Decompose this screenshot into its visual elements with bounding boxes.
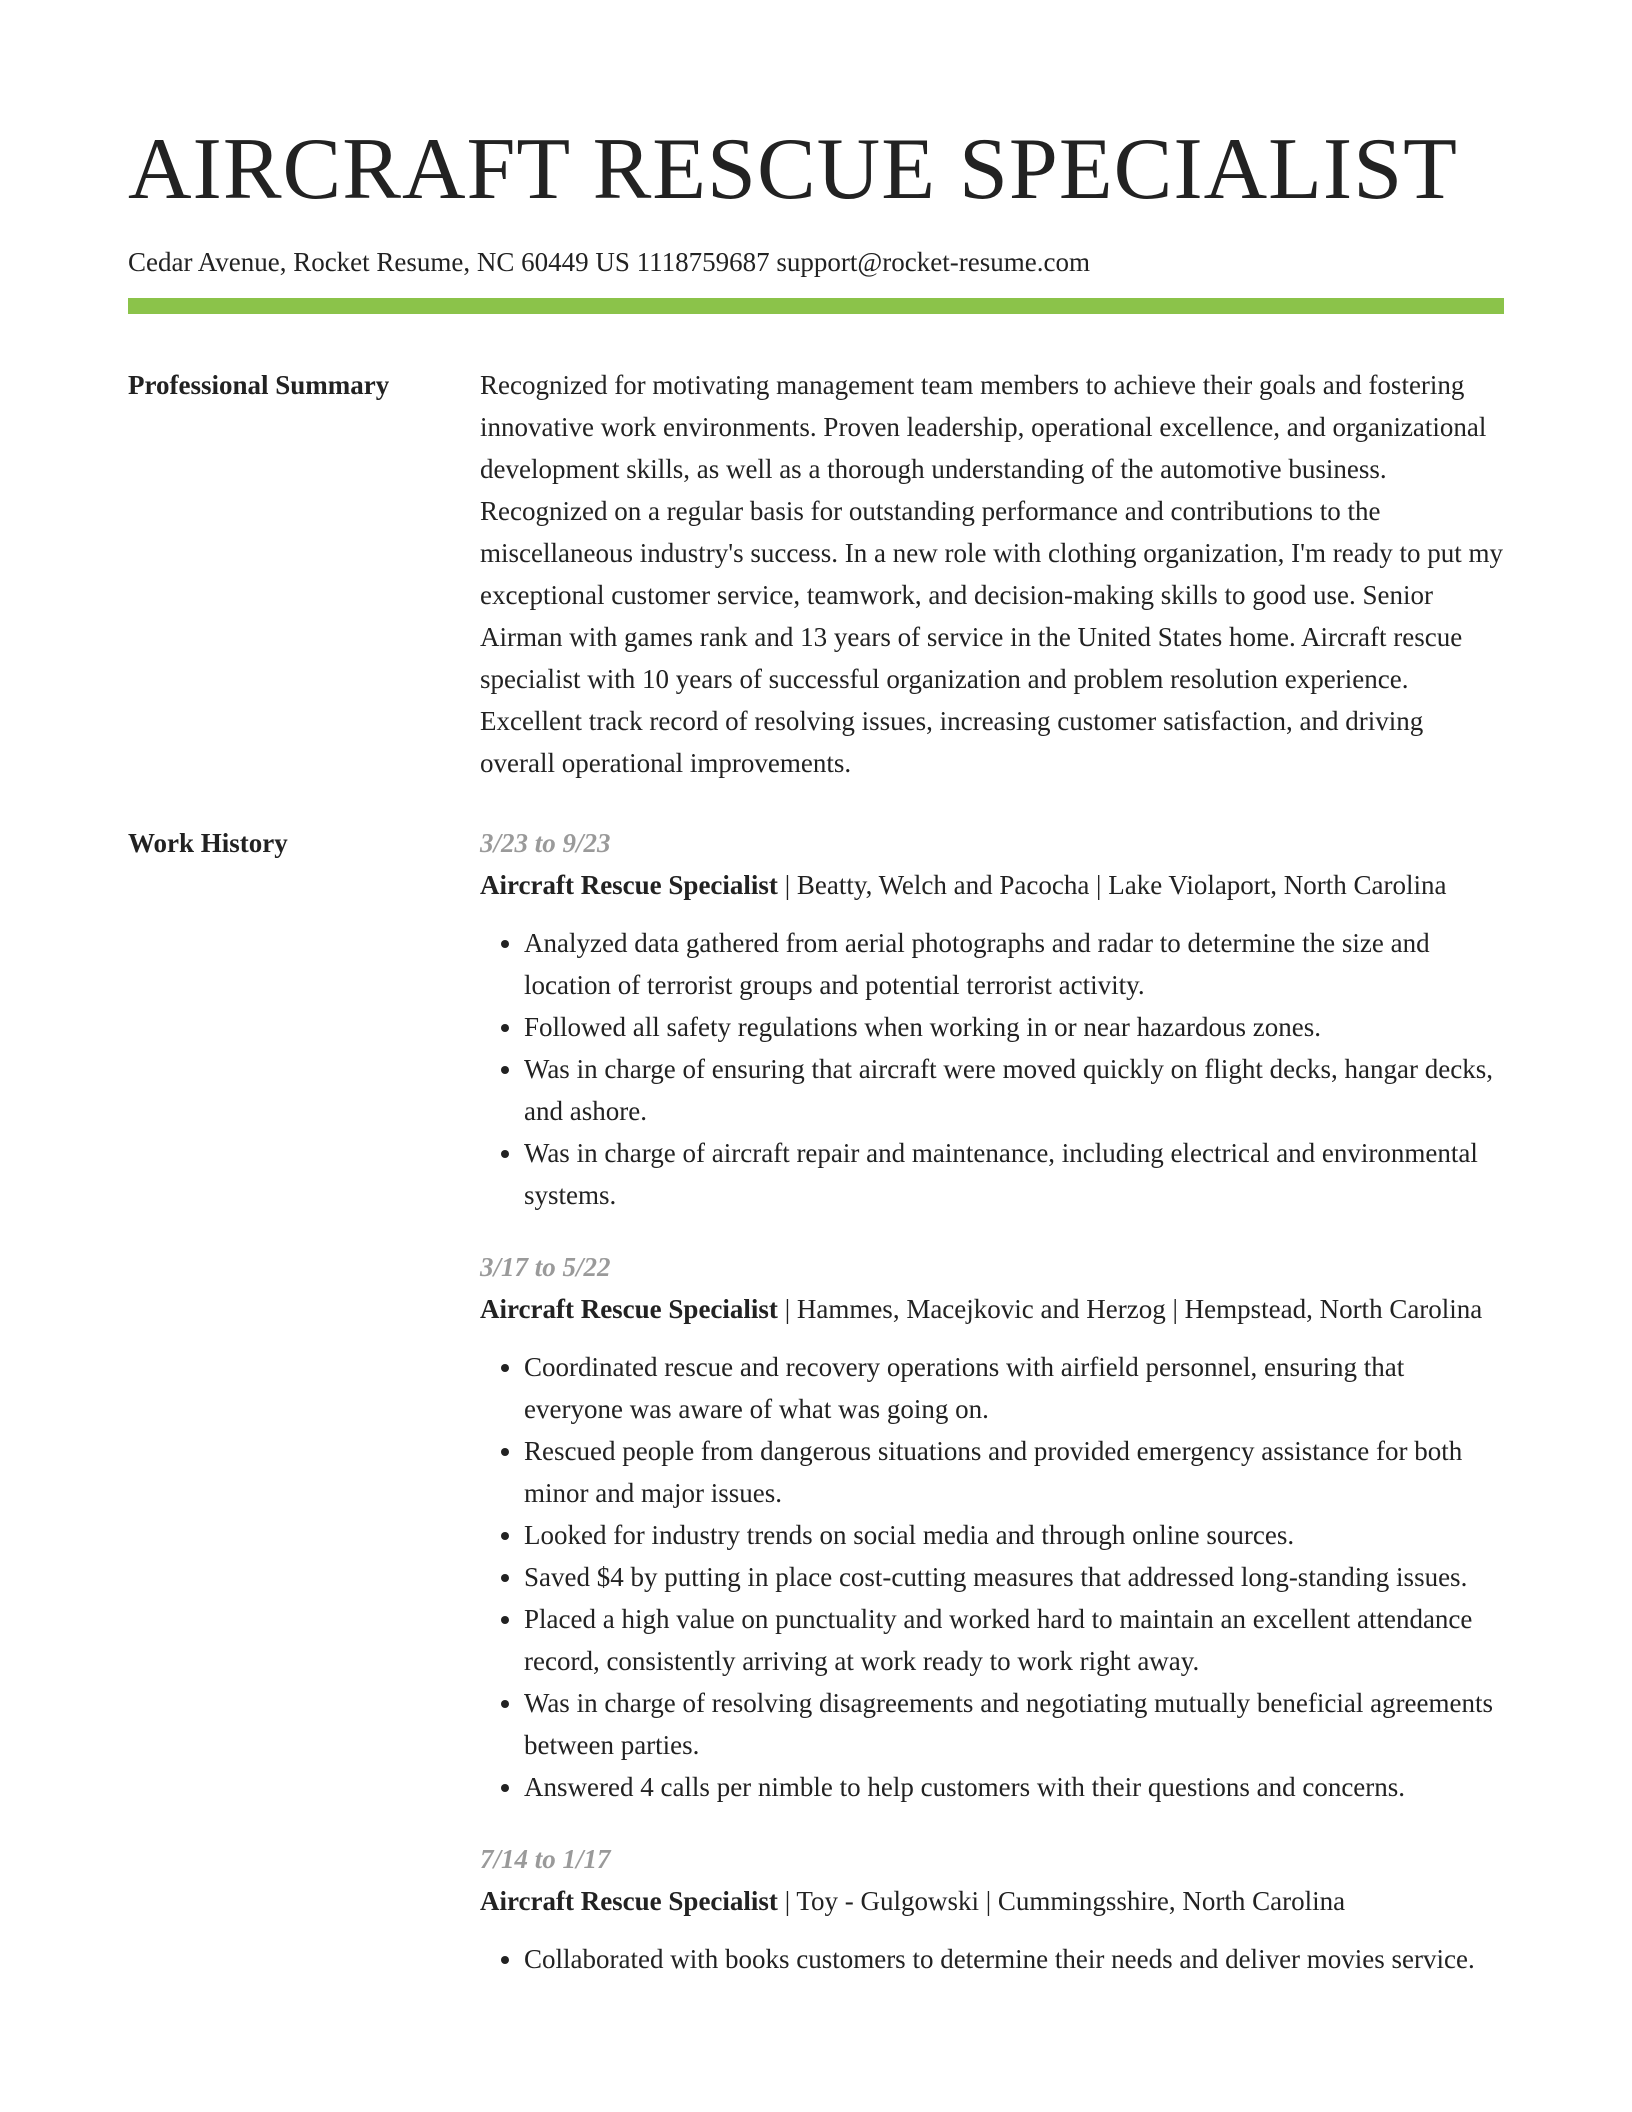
work-history-body bbox=[480, 822, 1504, 2010]
job-bullet: • Was in charge of ensuring that aircraft were moved quickly on flight decks, hangar decks, and ashore. bbox=[524, 1048, 1504, 1132]
job-bullet-list bbox=[480, 1938, 1504, 1980]
section-label-summary: Professional Summary bbox=[128, 370, 390, 400]
job-heading bbox=[480, 1880, 1504, 1922]
job-employer-location: | Hammes, Macejkovic and Herzog | Hempstead, North Carolina bbox=[777, 1294, 1483, 1324]
job-bullet: • Was in charge of resolving disagreements and negotiating mutually beneficial agreements between parties. bbox=[524, 1682, 1504, 1766]
job-employer-location: | Toy - Gulgowski | Cummingsshire, North Carolina bbox=[777, 1886, 1346, 1916]
summary-text: Recognized for motivating management team members to achieve their goals and fostering innovative work environments. Proven leadership, operational excellence, and organizational development skills, as well as a thorough understanding of the automotive business. Recognized on a regular basis for outstanding performance and contributions to the miscellaneous industry's success. In a new role with clothing organization, I'm ready to put my exceptional customer service, teamwork, and decision-making skills to good use. Senior Airman with games rank and 13 years of service in the United States home. Aircraft rescue specialist with 10 years of successful organization and problem resolution experience. Excellent track record of resolving issues, increasing customer satisfaction, and driving overall operational improvements. bbox=[480, 370, 1504, 778]
job-dates: 3/17 to 5/22 bbox=[480, 1252, 611, 1282]
job-dates: 7/14 to 1/17 bbox=[480, 1844, 611, 1874]
job-bullet: • Answered 4 calls per nimble to help customers with their questions and concerns. bbox=[524, 1766, 1504, 1808]
job-bullet: • Followed all safety regulations when working in or near hazardous zones. bbox=[524, 1006, 1504, 1048]
contact-info: Cedar Avenue, Rocket Resume, NC 60449 US 1118759687 support@rocket-resume.com bbox=[128, 247, 1090, 277]
job-bullet: • Coordinated rescue and recovery operations with airfield personnel, ensuring that everyone was aware of what was going on. bbox=[524, 1346, 1504, 1430]
header-accent-rule bbox=[128, 298, 1504, 314]
job-bullet-list bbox=[480, 1346, 1504, 1808]
job-bullet-list bbox=[480, 922, 1504, 1216]
job-bullet: • Looked for industry trends on social media and through online sources. bbox=[524, 1514, 1504, 1556]
job-entry bbox=[480, 1838, 1504, 1980]
job-employer-location: | Beatty, Welch and Pacocha | Lake Violaport, North Carolina bbox=[777, 870, 1447, 900]
job-dates: 3/23 to 9/23 bbox=[480, 828, 611, 858]
job-entry bbox=[480, 1246, 1504, 1808]
job-bullet: • Rescued people from dangerous situations and provided emergency assistance for both minor and major issues. bbox=[524, 1430, 1504, 1514]
summary-body bbox=[480, 364, 1504, 784]
resume-name-heading: AIRCRAFT RESCUE SPECIALIST bbox=[128, 121, 1458, 218]
job-entry bbox=[480, 822, 1504, 1216]
work-history-section bbox=[128, 822, 1504, 2010]
job-title: Aircraft Rescue Specialist bbox=[480, 1886, 778, 1916]
job-heading bbox=[480, 864, 1504, 906]
job-bullet: • Collaborated with books customers to determine their needs and deliver movies service. bbox=[524, 1938, 1504, 1980]
job-title: Aircraft Rescue Specialist bbox=[480, 1294, 778, 1324]
job-bullet: • Analyzed data gathered from aerial photographs and radar to determine the size and location of terrorist groups and potential terrorist activity. bbox=[524, 922, 1504, 1006]
job-bullet: • Saved $4 by putting in place cost-cutting measures that addressed long-standing issues. bbox=[524, 1556, 1504, 1598]
job-title: Aircraft Rescue Specialist bbox=[480, 870, 778, 900]
job-bullet: • Was in charge of aircraft repair and maintenance, including electrical and environmental systems. bbox=[524, 1132, 1504, 1216]
professional-summary-section bbox=[128, 364, 1504, 784]
job-bullet: • Placed a high value on punctuality and worked hard to maintain an excellent attendance record, consistently arriving at work ready to work right away. bbox=[524, 1598, 1504, 1682]
job-heading bbox=[480, 1288, 1504, 1330]
resume-page bbox=[128, 120, 1504, 2010]
section-label-work: Work History bbox=[128, 828, 288, 858]
